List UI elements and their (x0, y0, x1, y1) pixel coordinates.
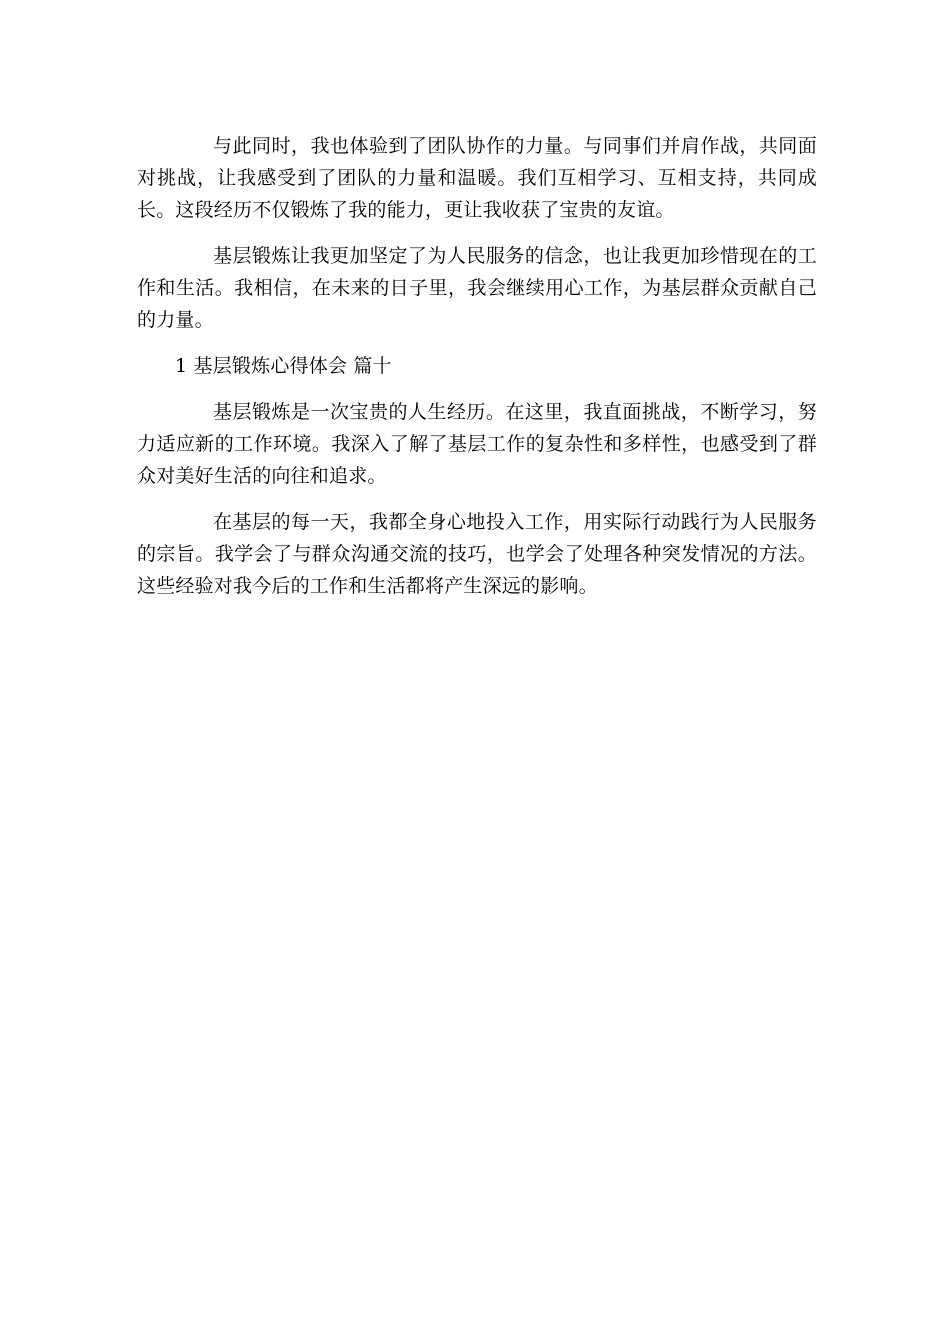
document-body (137, 130, 817, 602)
paragraph: 基层锻炼让我更加坚定了为人民服务的信念，也让我更加珍惜现在的工作和生活。我相信，在未来的日子里，我会继续用心工作，为基层群众贡献自己的力量。 (137, 245, 817, 331)
paragraph: 基层锻炼是一次宝贵的人生经历。在这里，我直面挑战，不断学习，努力适应新的工作环境。我深入了解了基层工作的复杂性和多样性，也感受到了群众对美好生活的向往和追求。 (137, 401, 817, 487)
paragraph: 在基层的每一天，我都全身心地投入工作，用实际行动践行为人民服务的宗旨。我学会了与群众沟通交流的技巧，也学会了处理各种突发情况的方法。这些经验对我今后的工作和生活都将产生深远的影响。 (137, 511, 817, 597)
paragraph: 与此同时，我也体验到了团队协作的力量。与同事们并肩作战，共同面对挑战，让我感受到了团队的力量和温暖。我们互相学习、互相支持，共同成长。这段经历不仅锻炼了我的能力，更让我收获了宝贵的友谊。 (137, 135, 817, 221)
section-heading: 1 基层锻炼心得体会 篇十 (175, 355, 392, 377)
